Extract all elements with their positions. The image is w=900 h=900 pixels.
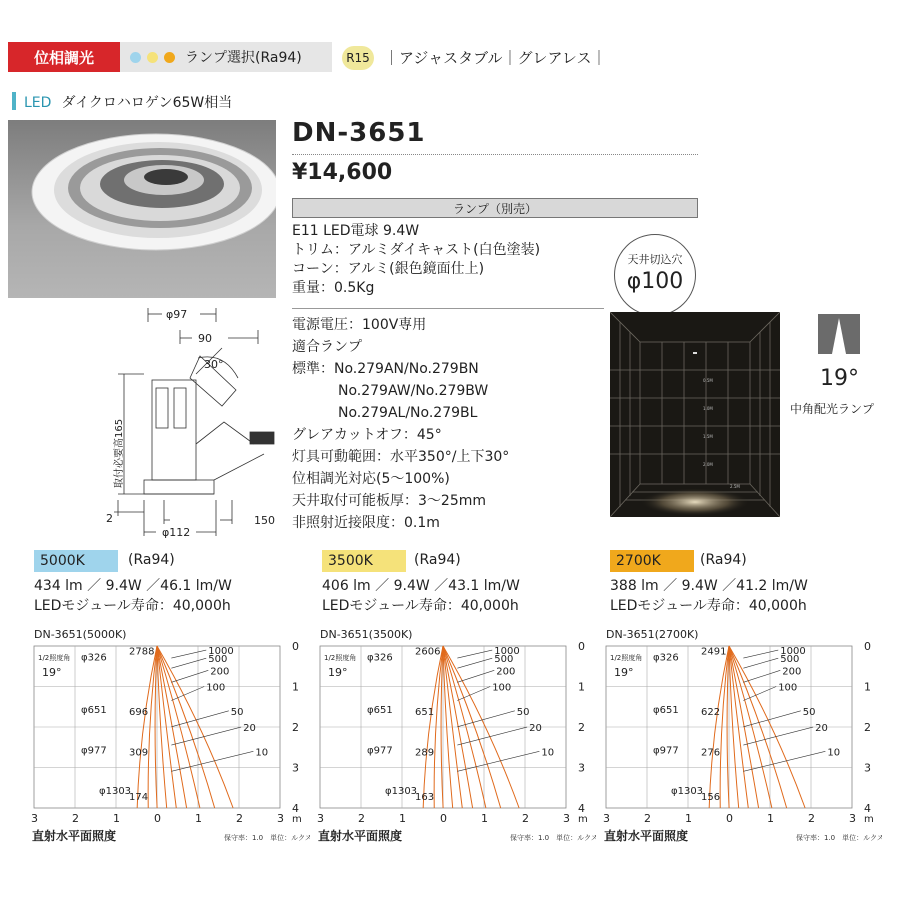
x-tick: 2	[358, 812, 365, 825]
center-lux-label: 651	[415, 707, 435, 718]
contour-label: 200	[496, 666, 516, 678]
dim-angle: 30°	[204, 358, 224, 371]
contour-label: 500	[494, 654, 514, 666]
diameter-label: φ977	[81, 745, 107, 757]
x-tick: 2	[644, 812, 651, 825]
diameter-label: φ326	[653, 652, 679, 664]
r15-badge: R15	[342, 46, 374, 70]
spec-divider	[292, 308, 604, 309]
variant-3500k-life: LEDモジュール寿命：40,000h	[322, 598, 519, 614]
y-tick: 3	[578, 761, 585, 775]
variant-5000k-life: LEDモジュール寿命：40,000h	[34, 598, 231, 614]
x-tick: 1	[195, 812, 202, 825]
contour-label: 200	[782, 666, 802, 678]
x-unit: m	[864, 814, 874, 825]
spec-dimming: 位相調光対応(5～100%)	[292, 471, 450, 487]
y-tick: 4	[578, 802, 585, 815]
dim-w150: 150	[254, 514, 275, 527]
center-lux-label: 163	[415, 792, 435, 803]
spec-thickness: 天井取付可能板厚：3～25mm	[292, 493, 486, 509]
center-lux-label: 276	[701, 747, 721, 759]
led-label: LED	[24, 95, 52, 111]
dim-h165: 取付必要高165	[114, 418, 125, 488]
chart-title: DN-3651(3500K)	[320, 628, 413, 641]
center-lux-label: 2788	[129, 646, 155, 658]
x-tick: 3	[563, 812, 570, 825]
x-tick: 3	[317, 812, 324, 825]
equivalent-label: ダイクロハロゲン65W相当	[61, 95, 233, 111]
diameter-label: φ1303	[671, 786, 704, 797]
variant-5000k-lumens: 434 lm ／ 9.4W ／46.1 lm/W	[34, 578, 232, 594]
room-label-2: 1.0M	[703, 406, 713, 411]
color-dot-cool	[130, 52, 141, 63]
contour-label: 100	[778, 682, 798, 694]
room-label-5: 2.5M	[730, 484, 740, 489]
y-tick: 4	[292, 802, 299, 815]
spec-distance: 非照射近接限度：0.1m	[292, 515, 440, 531]
beam-angle-value: 19°	[820, 366, 859, 391]
lamp-spec-2: トリム：アルミダイキャスト(白色塗装)	[292, 242, 541, 258]
variant-2700k-ra: (Ra94)	[700, 552, 747, 568]
dim-d97: φ97	[166, 308, 188, 321]
contour-label: 20	[815, 723, 828, 735]
chart-note: 保守率：1.0 単位：ルクス	[510, 834, 596, 842]
diameter-label: φ1303	[99, 786, 132, 797]
half-angle-value: 19°	[42, 666, 62, 679]
diameter-label: φ326	[81, 652, 107, 664]
x-tick: 1	[767, 812, 774, 825]
dim-d112: φ112	[162, 526, 191, 539]
x-tick: 1	[113, 812, 120, 825]
x-unit: m	[578, 814, 588, 825]
diameter-label: φ326	[367, 652, 393, 664]
variant-2700k-lumens: 388 lm ／ 9.4W ／41.2 lm/W	[610, 578, 808, 594]
y-tick: 3	[292, 761, 299, 775]
chart-footer: 直射水平面照度	[32, 829, 117, 843]
diameter-label: φ651	[367, 705, 393, 716]
diameter-label: φ1303	[385, 786, 418, 797]
led-accent-bar	[12, 92, 16, 110]
x-tick: 2	[72, 812, 79, 825]
contour-label: 10	[255, 747, 269, 759]
contour-label: 500	[780, 654, 800, 666]
x-tick: 0	[726, 812, 733, 825]
center-lux-label: 622	[701, 707, 721, 718]
x-tick: 1	[481, 812, 488, 825]
center-lux-label: 156	[701, 792, 721, 803]
color-dot-neutral	[147, 52, 158, 63]
half-angle-label: 1/2照度角	[38, 654, 71, 662]
chart-note: 保守率：1.0 単位：ルクス	[224, 834, 310, 842]
y-tick: 0	[864, 640, 871, 653]
contour-label: 20	[243, 723, 256, 735]
diameter-label: φ977	[653, 745, 679, 757]
variant-5000k-ra: (Ra94)	[128, 552, 175, 568]
center-lux-label: 2491	[701, 646, 727, 658]
lamp-spec-4: 重量：0.5Kg	[292, 280, 375, 296]
half-angle-label: 1/2照度角	[324, 654, 357, 662]
contour-label: 500	[208, 654, 228, 666]
center-lux-label: 2606	[415, 646, 441, 658]
contour-label: 10	[827, 747, 841, 759]
y-tick: 0	[578, 640, 585, 653]
color-dot-warm	[164, 52, 175, 63]
center-lux-label: 309	[129, 747, 149, 759]
spec-range: 灯具可動範囲：水平350°/上下30°	[292, 449, 510, 465]
contour-label: 1000	[494, 646, 520, 658]
x-tick: 0	[440, 812, 447, 825]
cutout-badge	[614, 234, 696, 316]
cutout-label: 天井切込穴	[627, 253, 683, 266]
center-lux-label: 174	[129, 792, 149, 803]
dim-h2: 2	[106, 512, 113, 525]
contour-label: 100	[492, 682, 512, 694]
variant-2700k-tag: 2700K	[610, 550, 694, 572]
chart-title: DN-3651(5000K)	[34, 628, 127, 641]
x-tick: 1	[685, 812, 692, 825]
spec-lamp-title: 適合ランプ	[292, 339, 362, 355]
y-tick: 2	[578, 721, 585, 734]
spec-glare: グレアカットオフ：45°	[292, 427, 442, 443]
contour-label: 50	[516, 706, 530, 718]
illuminance-chart-2700k	[602, 626, 882, 856]
contour-label: 20	[529, 723, 542, 735]
chart-note: 保守率：1.0 単位：ルクス	[796, 834, 882, 842]
lamp-select-tag	[120, 42, 332, 72]
half-angle-label: 1/2照度角	[610, 654, 643, 662]
center-lux-label: 696	[129, 707, 149, 718]
model-number: DN-3651	[292, 118, 426, 148]
variant-2700k-life: LEDモジュール寿命：40,000h	[610, 598, 807, 614]
x-unit: m	[292, 814, 302, 825]
contour-label: 1000	[780, 646, 806, 658]
variant-3500k-ra: (Ra94)	[414, 552, 461, 568]
x-tick: 1	[399, 812, 406, 825]
center-lux-label: 289	[415, 747, 435, 759]
y-tick: 3	[864, 761, 871, 775]
y-tick: 1	[864, 680, 871, 694]
room-illumination-image	[610, 312, 780, 517]
spec-lamp-w: No.279AW/No.279BW	[338, 383, 489, 399]
y-tick: 1	[292, 680, 299, 694]
x-tick: 3	[277, 812, 284, 825]
contour-label: 50	[802, 706, 816, 718]
contour-label: 10	[541, 747, 555, 759]
spec-voltage: 電源電圧：100V専用	[292, 317, 427, 333]
contour-label: 200	[210, 666, 230, 678]
dimension-drawing	[104, 304, 288, 550]
beam-angle-icon	[818, 314, 860, 354]
dimming-tag: 位相調光	[8, 42, 120, 72]
x-tick: 3	[849, 812, 856, 825]
lamp-select-label: ランプ選択(Ra94)	[185, 50, 302, 66]
product-photo	[8, 120, 276, 298]
beam-angle-label: 中角配光ランプ	[790, 402, 875, 416]
y-tick: 2	[292, 721, 299, 734]
variant-3500k-tag: 3500K	[322, 550, 406, 572]
spec-lamp-l: No.279AL/No.279BL	[338, 405, 478, 421]
price: ¥14,600	[292, 160, 393, 185]
x-tick: 2	[808, 812, 815, 825]
room-label-3: 1.5M	[703, 434, 713, 439]
diameter-label: φ651	[653, 705, 679, 716]
spec-lamp-std: 標準：No.279AN/No.279BN	[292, 361, 479, 377]
lamp-spec-1: E11 LED電球 9.4W	[292, 223, 420, 239]
contour-label: 100	[206, 682, 226, 694]
variant-5000k-tag: 5000K	[34, 550, 118, 572]
x-tick: 3	[603, 812, 610, 825]
divider	[292, 154, 698, 155]
contour-label: 1000	[208, 646, 234, 658]
room-label-1: 0.5M	[703, 378, 713, 383]
lamp-spec-3: コーン：アルミ(銀色鏡面仕上)	[292, 261, 485, 277]
diameter-label: φ977	[367, 745, 393, 757]
illuminance-chart-5000k	[30, 626, 310, 856]
diameter-label: φ651	[81, 705, 107, 716]
half-angle-value: 19°	[614, 666, 634, 679]
room-label-4: 2.0M	[703, 462, 713, 467]
chart-footer: 直射水平面照度	[604, 829, 689, 843]
chart-footer: 直射水平面照度	[318, 829, 403, 843]
x-tick: 3	[31, 812, 38, 825]
y-tick: 0	[292, 640, 299, 653]
chart-title: DN-3651(2700K)	[606, 628, 699, 641]
x-tick: 2	[522, 812, 529, 825]
cutout-value: φ100	[626, 269, 684, 294]
lamp-header: ランプ（別売）	[292, 198, 698, 218]
led-subheader	[24, 92, 232, 112]
feature-list: ｜アジャスタブル｜グレアレス｜	[384, 49, 607, 67]
y-tick: 4	[864, 802, 871, 815]
dim-w90: 90	[198, 332, 212, 345]
variant-3500k-lumens: 406 lm ／ 9.4W ／43.1 lm/W	[322, 578, 520, 594]
y-tick: 1	[578, 680, 585, 694]
x-tick: 2	[236, 812, 243, 825]
illuminance-chart-3500k	[316, 626, 596, 856]
half-angle-value: 19°	[328, 666, 348, 679]
contour-label: 50	[230, 706, 244, 718]
y-tick: 2	[864, 721, 871, 734]
x-tick: 0	[154, 812, 161, 825]
